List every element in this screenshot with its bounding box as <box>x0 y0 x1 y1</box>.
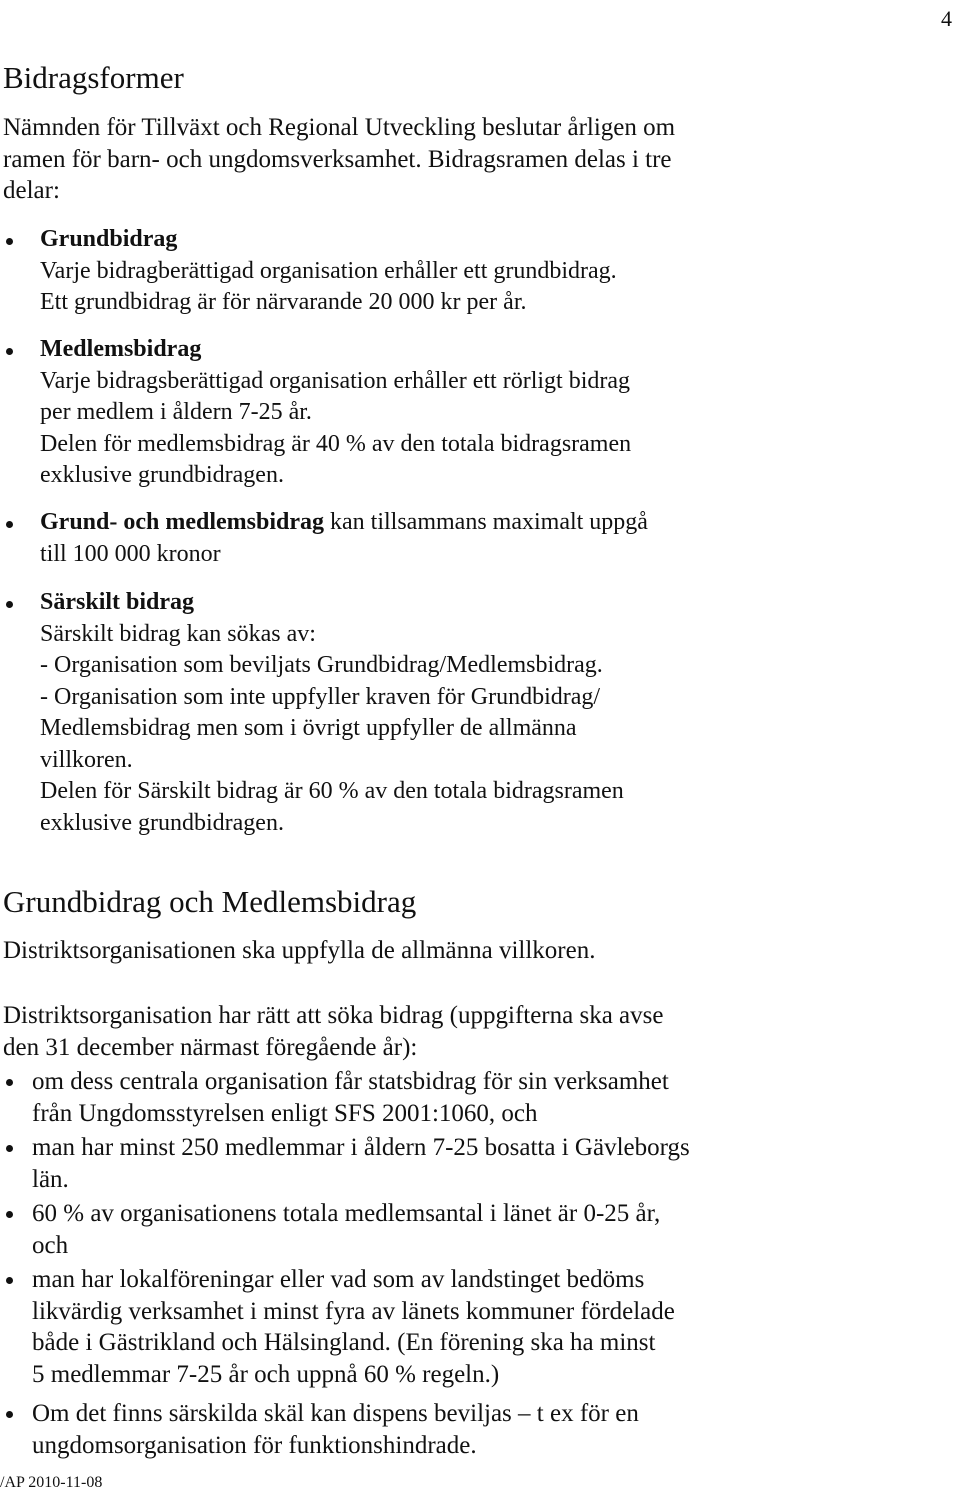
list-item-sarskilt-bidrag <box>40 587 624 839</box>
item-line: villkoren. <box>40 746 133 773</box>
item-line: och <box>32 1231 69 1259</box>
item-line: län. <box>32 1165 69 1193</box>
list-item-statsbidrag <box>32 1066 669 1129</box>
item-line: ungdomsorganisation för funktionshindrade. <box>32 1431 477 1459</box>
item-line: Ett grundbidrag är för närvarande 20 000 kr per år. <box>40 289 527 315</box>
footer-date: /AP 2010-11-08 <box>0 1474 103 1491</box>
item-line: Delen för Särskilt bidrag är 60 % av den totala bidragsramen <box>40 778 624 804</box>
item-line: man har minst 250 medlemmar i åldern 7-25 bosatta i Gävleborgs <box>32 1134 690 1161</box>
intro-line: Nämnden för Tillväxt och Regional Utveckling beslutar årligen om <box>3 114 676 141</box>
list-item-grund-och-medlemsbidrag <box>40 507 648 570</box>
item-line: exklusive grundbidragen. <box>40 462 284 488</box>
section-heading-bidragsformer: Bidragsformer <box>3 60 184 95</box>
item-line: Om det finns särskilda skäl kan dispens beviljas – t ex för en <box>32 1400 639 1427</box>
item-line: 5 medlemmar 7-25 år och uppnå 60 % regeln.) <box>32 1360 500 1388</box>
list-item-lokalforeningar <box>32 1264 675 1390</box>
bullet-icon <box>6 1211 13 1218</box>
item-title: Grundbidrag <box>40 226 178 252</box>
intro-line: delar: <box>3 177 60 204</box>
item-line: - Organisation som inte uppfyller kraven för Grundbidrag/ <box>40 683 601 710</box>
list-item-medlemsantal <box>32 1198 660 1261</box>
item-line: Varje bidragsberättigad organisation erhåller ett rörligt bidrag <box>40 367 631 394</box>
item-line: per medlem i åldern 7-25 år. <box>40 399 312 425</box>
intro-line: ramen för barn- och ungdomsverksamhet. Bidragsramen delas i tre <box>3 145 672 173</box>
list-item-medlemsbidrag <box>40 334 631 492</box>
item-line: Varje bidragberättigad organisation erhåller ett grundbidrag. <box>40 257 617 284</box>
item-title: Grund- och medlemsbidrag <box>40 509 325 535</box>
paragraph-line: Distriktsorganisation har rätt att söka bidrag (uppgifterna ska avse <box>3 1002 664 1029</box>
item-title: Medlemsbidrag <box>40 336 202 362</box>
item-line: om dess centrala organisation får statsbidrag för sin verksamhet <box>32 1068 669 1095</box>
item-title-rest: kan tillsammans maximalt uppgå <box>324 509 648 535</box>
item-line: 60 % av organisationens totala medlemsantal i länet är 0-25 år, <box>32 1200 661 1227</box>
bullet-icon <box>6 1079 13 1086</box>
bullet-icon <box>6 1411 13 1418</box>
page-number: 4 <box>941 6 952 31</box>
item-line: man har lokalföreningar eller vad som av landstinget bedöms <box>32 1266 645 1293</box>
item-line: till 100 000 kronor <box>40 540 221 567</box>
item-line: Delen för medlemsbidrag är 40 % av den totala bidragsramen <box>40 430 632 457</box>
paragraph-line: Distriktsorganisationen ska uppfylla de allmänna villkoren. <box>3 937 596 964</box>
list-item-medlemmar <box>32 1132 690 1195</box>
list-item-grundbidrag <box>40 224 617 319</box>
bullet-icon <box>6 1145 13 1152</box>
list-item-dispens <box>32 1398 639 1461</box>
item-line: Medlemsbidrag men som i övrigt uppfyller de allmänna <box>40 715 577 741</box>
bullet-icon <box>6 238 13 245</box>
item-line: Särskilt bidrag kan sökas av: <box>40 620 316 647</box>
bullet-icon <box>6 1277 13 1284</box>
bullet-icon <box>6 601 13 608</box>
intro-paragraph <box>3 112 903 207</box>
item-line: likvärdig verksamhet i minst fyra av länets kommuner fördelade <box>32 1297 675 1325</box>
item-line: både i Gästrikland och Hälsingland. (En förening ska ha minst <box>32 1329 656 1356</box>
ratt-att-soka-paragraph <box>3 1000 903 1063</box>
item-line: - Organisation som beviljats Grundbidrag/Medlemsbidrag. <box>40 652 603 678</box>
paragraph-line: den 31 december närmast föregående år): <box>3 1033 418 1061</box>
section-heading-grundbidrag-och-medlemsbidrag: Grundbidrag och Medlemsbidrag <box>3 884 417 919</box>
item-title: Särskilt bidrag <box>40 589 195 615</box>
bullet-icon <box>6 521 13 528</box>
item-line: exklusive grundbidragen. <box>40 809 284 836</box>
villkor-paragraph <box>3 935 903 967</box>
item-line: från Ungdomsstyrelsen enligt SFS 2001:1060, och <box>32 1099 538 1127</box>
bullet-icon <box>6 348 13 355</box>
